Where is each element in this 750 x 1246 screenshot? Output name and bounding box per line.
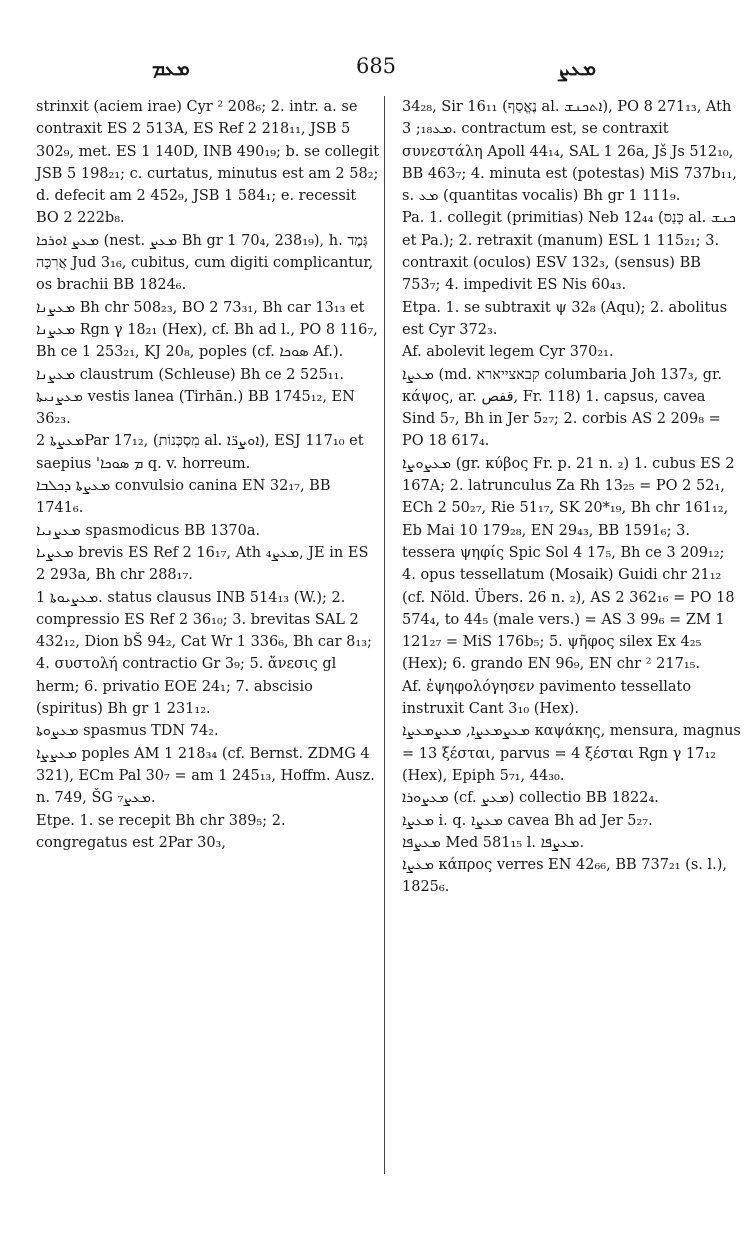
dictionary-entry: ܡܥܨܬܐ ܕܟܠܒܐ convulsio canina EN 32₁₇, BB 1741₆. xyxy=(36,478,331,517)
column-divider xyxy=(384,96,385,1174)
dictionary-entry: ܡܥܨܢܝܬܐ vestis lanea (Tirhān.) BB 1745₁₂, EN 36₂₃. xyxy=(36,388,355,428)
dictionary-entry: ܡܥܨܢܝܐ spasmodicus BB 1370a. xyxy=(36,522,261,539)
dictionary-entry: ܡܥܨܐ i. q. ܡܥܨܐ cavea Bh ad Jer 5₂₇. xyxy=(402,812,653,829)
dictionary-entry: ܡܥܨܘܨܐ (gr. κύβος Fr. p. 21 n. ₂) 1. cubus ES 2 167A; 2. latrunculus Za Rh 13₂₅ = PO 2 52₁, ECh 2 50₂₇, Rie 51₁₇, SK 20*₁₉, Bh chr 161₁₂, Eb Mai 10 179₂₈, EN 29₄₃, BB 1591₆; 3. tessera ψηφίς Spic Sol 4 17₅, Bh ce 3 209₁₂; 4. opus tessellatum (Mosaik) Guidi chr 21₁₂ (cf. Nöld. Übers. 26 n. ₂), AS 2 362₁₆ = PO 18 574₄, to 44₅ (male vers.) = AS 3 99₆ = ZM 1 121₂₇ = MiS 176b₅; 5. ψῆφος silex Ex 4₂₅ (Hex); 6. grando EN 96₉, EN chr ² 217₁₅. xyxy=(402,455,735,673)
right-column xyxy=(402,96,742,899)
dictionary-entry: ܡܥܨܐ κάπρος verres EN 42₆₆, BB 737₂₁ (s. l.), 1825₆. xyxy=(402,857,727,896)
dictionary-entry: ܡܥܨ ܐܘܪܟܐ (nest. ܡܥܨ Bh gr 1 70₄, 238₁₉), h. גְּמֶד אֲרִכָּה Jud 3₁₆, cubitus, cum digiti complicantur, os brachii BB 1824₆. xyxy=(36,232,374,294)
dictionary-entry: Etpa. 1. se subtraxit ψ 32₈ (Aqu); 2. abolitus est Cyr 372₃. xyxy=(402,299,728,338)
dictionary-entry: Pa. 1. collegit (primitias) Neb 12₄₄ (כָּנַס al. ܟܢܫ et Pa.); 2. retraxit (manum) ESL 1 115₂₁; 3. contraxit (oculos) ESV 132₃, (sensus) BB 753₇; 4. impedivit ES Nis 60₄₃. xyxy=(402,210,736,294)
dictionary-entry: ܡܥܨܦܐ Med 581₁₅ l. ܡܥܨܦܐ. xyxy=(402,834,585,851)
dictionary-entry: 34₂₈, Sir 16₁₁ (נֶאֱסַף al. ܐܬܟܢܫ), PO 8 271₁₃, Ath ܡܥ₁₈; 3. contractum est, se contraxit συνεστάλη Apoll 44₁₄, SAL 1 26a, Jš Js 512₁₀, BB 463₇; 4. minuta est (potestas) MiS 737b₁₁, s. ܡܥ (quantitas vocalis) Bh gr 1 111₉. xyxy=(402,99,737,205)
dictionary-entry: ܡܥܨܘܬܐ spasmus TDN 74₂. xyxy=(36,723,219,740)
dictionary-entry: Af. ἐψηφολόγησεν pavimento tessellato instruxit Cant 3₁₀ (Hex). xyxy=(402,678,692,718)
dictionary-entry: ܡܥܨܝܐ brevis ES Ref 2 16₁₇, Ath ܡܥܨ₄, JE in ES 2 293a, Bh chr 288₁₇. xyxy=(36,544,369,584)
dictionary-entry: ܡܥܨܝܘܬܐ 1. status clausus INB 514₁₃ (W.); 2. compressio ES Ref 2 36₁₀; 3. brevitas SAL 2 432₁₂, Dion bŠ 94₂, Cat Wr 1 336₆, Bh car 8₁₃; 4. συστολή contractio Gr 3₉; 5. ἄνεσις gl herm; 6. privatio EOE 24₁; 7. abscisio (spiritus) Bh gr 1 231₁₂. xyxy=(36,589,372,718)
header-right-headword: ܡܥܨ xyxy=(558,56,596,80)
dictionary-entry: strinxit (aciem irae) Cyr ² 208₆; 2. intr. a. se contraxit ES 2 513A, ES Ref 2 218₁₁, JSB 5 302₉, met. ES 1 140D, INB 490₁₉; b. se collegit JSB 5 198₂₁; c. curtatus, minutus est am 2 58₂; d. defecit am 2 452₉, JSB 1 584₁; e. recessit BO 2 222b₈. xyxy=(36,99,380,227)
page-number: 685 xyxy=(355,54,397,78)
left-column xyxy=(36,96,380,854)
dictionary-entry: ܡܥܨܢܐ Bh chr 508₂₃, BO 2 73₃₁, Bh car 13₁₃ et ܡܥܨܢܐ Rgn γ 18₂₁ (Hex), cf. Bh ad l., PO 8 116₇, Bh ce 1 253₂₁, KJ 20₈, poples (cf. ܣܘܟܐ Af.). xyxy=(36,299,378,361)
dictionary-entry: ܡܥܨܨܐ poples AM 1 218₃₄ (cf. Bernst. ZDMG 4 321), ECm Pal 30₇ = am 1 245₁₃, Hoffm. Ausz. n. 749, ŠG ܡܥܨ₇. xyxy=(36,745,375,807)
dictionary-entry: ܡܥܨܘܪܐ (cf. ܡܥܨ) collectio BB 1822₄. xyxy=(402,790,659,807)
dictionary-entry: ܡܥܨܐ (md. קבאצייארא columbaria Joh 137₃, gr. κάψος, ar. قفص, Fr. 118) 1. capsus, cavea Sind 5₇, Bh in Jer 5₂₇; 2. corbis AS 2 209₈ = PO 18 617₄. xyxy=(402,366,722,450)
dictionary-entry: ܡܥܨܢܐ claustrum (Schleuse) Bh ce 2 525₁₁. xyxy=(36,366,344,383)
header-left-headword: ܡܥܡ xyxy=(152,56,190,80)
dictionary-entry: ܡܥܨܡܥܨܐ, ܡܥܨܡܥܨܐ καψάκης, mensura, magnus = 13 ξέσται, parvus = 4 ξέσται Rgn γ 17₁₂ (Hex), Epiph 5₇₁, 44₃₀. xyxy=(402,723,741,784)
dictionary-entry: Af. abolevit legem Cyr 370₂₁. xyxy=(402,344,614,361)
page-header xyxy=(0,54,750,84)
dictionary-entry: ܡܥܨܬܐ 2Par 17₁₂, (מִסְכְּנוֹת al. ܐܘܨܪ̈ܐ), ESJ 117₁₀ et saepius 'ܡ ܣܘܟܐ q. v. horreum. xyxy=(36,433,364,472)
dictionary-entry: Etpe. 1. se recepit Bh chr 389₅; 2. congregatus est 2Par 30₃, xyxy=(36,812,286,851)
